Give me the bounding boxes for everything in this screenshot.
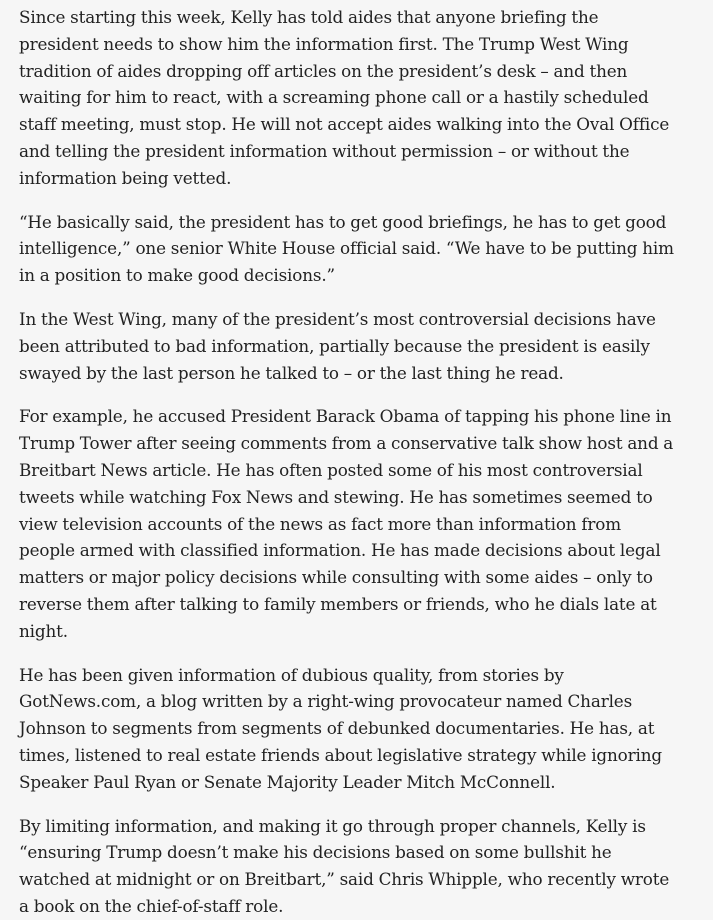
paragraph-bad-information: In the West Wing, many of the president’s most controversial decisions have been attributed to bad information, partially because the president is easily swayed by the last person he talked to – or the last thing he read. [19,308,656,383]
paragraph-kelly-briefing-rule: Since starting this week, Kelly has told aides that anyone briefing the president needs to show him the information first. The Trump West Wing tradition of aides dropping off articles on the president’s desk – and then waiting for him to react, with a screaming phone call or a hastily scheduled staff meeting, must stop. He will not accept aides walking into the Oval Office and telling the president information without permission – or without the information being vetted. [19,7,670,188]
paragraph-examples: For example, he accused President Barack Obama of tapping his phone line in Trump Tower after seeing comments from a conservative talk show host and a Breitbart News article. He has often posted some of his most controversial tweets while watching Fox News and stewing. He has sometimes seemed to view television accounts of the news as fact more than information from people armed with classified information. He has made decisions about legal matters or major policy decisions while consulting with some aides – only to reverse them after talking to family members or friends, who he dials late at night. [19,406,674,641]
paragraph-official-quote: “He basically said, the president has to get good briefings, he has to get good intelligence,” one senior White House official said. “We have to be putting him in a position to make good decisions.” [19,211,674,286]
paragraph-whipple-quote: By limiting information, and making it go through proper channels, Kelly is “ensuring Trump doesn’t make his decisions based on some bullshit he watched at midnight or on Breitbart,” said Chris Whipple, who recently wrote a book on the chief-of-staff role. [19,815,670,916]
paragraph-dubious-sources: He has been given information of dubious quality, from stories by GotNews.com, a blog written by a right-wing provocateur named Charles Johnson to segments from segments of debunked documentaries. He has, at times, listened to real estate friends about legislative strategy while ignoring Speaker Paul Ryan or Senate Majority Leader Mitch McConnell. [19,664,662,792]
